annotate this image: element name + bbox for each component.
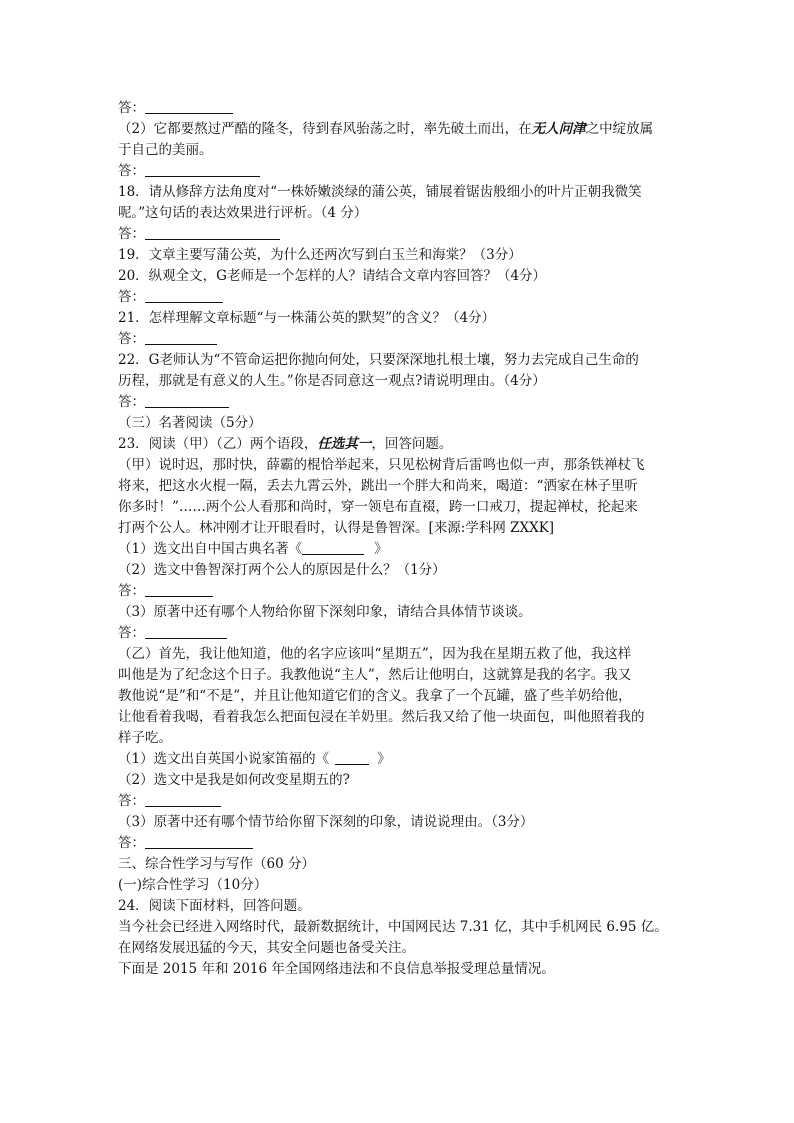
answer-label: 答： [118, 625, 145, 641]
answer-line[interactable] [118, 581, 213, 602]
passage-jia: （甲）说时迟，那时快，薛霸的棍恰举起来，只见松树背后雷鸣也似一声，那条铁禅杖飞 [118, 457, 645, 473]
answer-label: 答： [118, 226, 145, 242]
sub-question: （2）选文中鲁智深打两个公人的原因是什么？（1分） [118, 562, 446, 578]
sub-question: （3）原著中还有哪个情节给你留下深刻的印象，请说说理由。（3分） [118, 814, 534, 830]
answer-line[interactable] [118, 392, 229, 413]
answer-blank[interactable] [145, 791, 221, 807]
answer-blank[interactable] [145, 224, 280, 240]
question-23: 23．阅读（甲）（乙）两个语段，任选其一，回答问题。 [118, 436, 453, 452]
answer-blank[interactable] [145, 329, 217, 345]
answer-line[interactable] [118, 833, 253, 854]
passage-jia: 打两个公人。林冲刚才让开眼看时，认得是鲁智深。[来源:学科网 ZXXK] [118, 520, 555, 536]
passage-jia: 你多时！”……两个公人看那和尚时，穿一领皂布直裰，跨一口戒刀，提起禅杖，抡起来 [118, 499, 638, 515]
passage-yi: 样子吃。 [118, 730, 172, 746]
question-text: 于自己的美丽。 [118, 142, 213, 158]
question-22-cont: 历程，那就是有意义的人生。”你是否同意这一观点?请说明理由。（4分） [118, 373, 546, 389]
answer-blank[interactable] [145, 623, 227, 639]
answer-label: 答： [118, 835, 145, 851]
answer-line[interactable] [118, 791, 221, 812]
fill-blank[interactable] [302, 539, 364, 555]
question-20: 20．纵观全文，G老师是一个怎样的人？请结合文章内容回答？（4分） [118, 268, 547, 284]
answer-label: 答： [118, 289, 145, 305]
answer-label: 答： [118, 583, 145, 599]
fill-blank[interactable] [335, 749, 369, 765]
material-text: 下面是 2015 年和 2016 年全国网络违法和不良信息举报受理总量情况。 [118, 961, 555, 977]
question-18-cont: 呢。”这句话的表达效果进行评析。（4 分） [118, 205, 368, 221]
material-text: 在网络发展迅猛的今天，其安全问题也备受关注。 [118, 940, 415, 956]
subsection-heading: (一)综合性学习（10分） [118, 877, 268, 893]
answer-blank[interactable] [145, 392, 229, 408]
answer-blank[interactable] [145, 581, 213, 597]
passage-yi: 教他说“是”和“不是”，并且让他知道它们的含义。我拿了一个瓦罐，盛了些羊奶给他， [118, 688, 632, 704]
answer-label: 答： [118, 331, 145, 347]
section-heading: 三、综合性学习与写作（60 分） [118, 856, 315, 872]
emphasis-text: 无人问津 [531, 121, 586, 137]
passage-jia: 将来，把这水火棍一隔，丢去九霄云外，跳出一个胖大和尚来，喝道：“洒家在林子里听 [118, 478, 638, 494]
answer-blank[interactable] [145, 287, 223, 303]
sub-question: （3）原著中还有哪个人物给你留下深刻印象，请结合具体情节谈谈。 [118, 604, 532, 620]
answer-line[interactable] [118, 161, 260, 182]
answer-blank[interactable] [145, 161, 260, 177]
question-24: 24．阅读下面材料，回答问题。 [118, 898, 311, 914]
answer-label: 答： [118, 100, 145, 116]
passage-yi: （乙）首先，我让他知道，他的名字应该叫“星期五”，因为我在星期五救了他，我这样 [118, 646, 632, 662]
answer-line[interactable] [118, 287, 223, 308]
answer-line[interactable] [118, 98, 233, 119]
sub-question: （1）选文出自中国古典名著《 》 [118, 541, 388, 557]
answer-line[interactable] [118, 623, 227, 644]
sub-question: （1）选文出自英国小说家笛福的《 》 [118, 751, 391, 767]
emphasis-text: 任选其一 [317, 436, 372, 452]
material-text: 当今社会已经进入网络时代，最新数据统计，中国网民达 7.31 亿，其中手机网民 6.95 亿。 [118, 919, 668, 935]
answer-blank[interactable] [145, 833, 253, 849]
sub-question: （2）选文中是我是如何改变星期五的? [118, 772, 350, 788]
answer-label: 答： [118, 793, 145, 809]
question-21: 21．怎样理解文章标题“与一株蒲公英的默契”的含义？（4分） [118, 310, 496, 326]
passage-yi: 让他看着我喝，看着我怎么把面包浸在羊奶里。然后我又给了他一块面包，叫他照着我的 [118, 709, 645, 725]
question-19: 19．文章主要写蒲公英，为什么还两次写到白玉兰和海棠？（3分） [118, 247, 522, 263]
passage-yi: 叫他是为了纪念这个日子。我教他说“主人”，然后让他明白，这就算是我的名字。我又 [118, 667, 632, 683]
answer-line[interactable] [118, 224, 280, 245]
question-22: 22．G老师认为“不管命运把你抛向何处，只要深深地扎根土壤，努力去完成自己生命的 [118, 352, 639, 368]
question-text: （2）它都要熬过严酷的隆冬，待到春风骀荡之时，率先破土而出，在无人问津之中绽放属 [118, 121, 654, 137]
answer-line[interactable] [118, 329, 217, 350]
question-18: 18．请从修辞方法角度对“一株娇嫩淡绿的蒲公英，铺展着锯齿般细小的叶片正朝我微笑 [118, 184, 642, 200]
section-heading: （三）名著阅读（5分） [118, 415, 262, 431]
answer-label: 答： [118, 163, 145, 179]
answer-blank[interactable] [145, 98, 233, 114]
answer-label: 答： [118, 394, 145, 410]
